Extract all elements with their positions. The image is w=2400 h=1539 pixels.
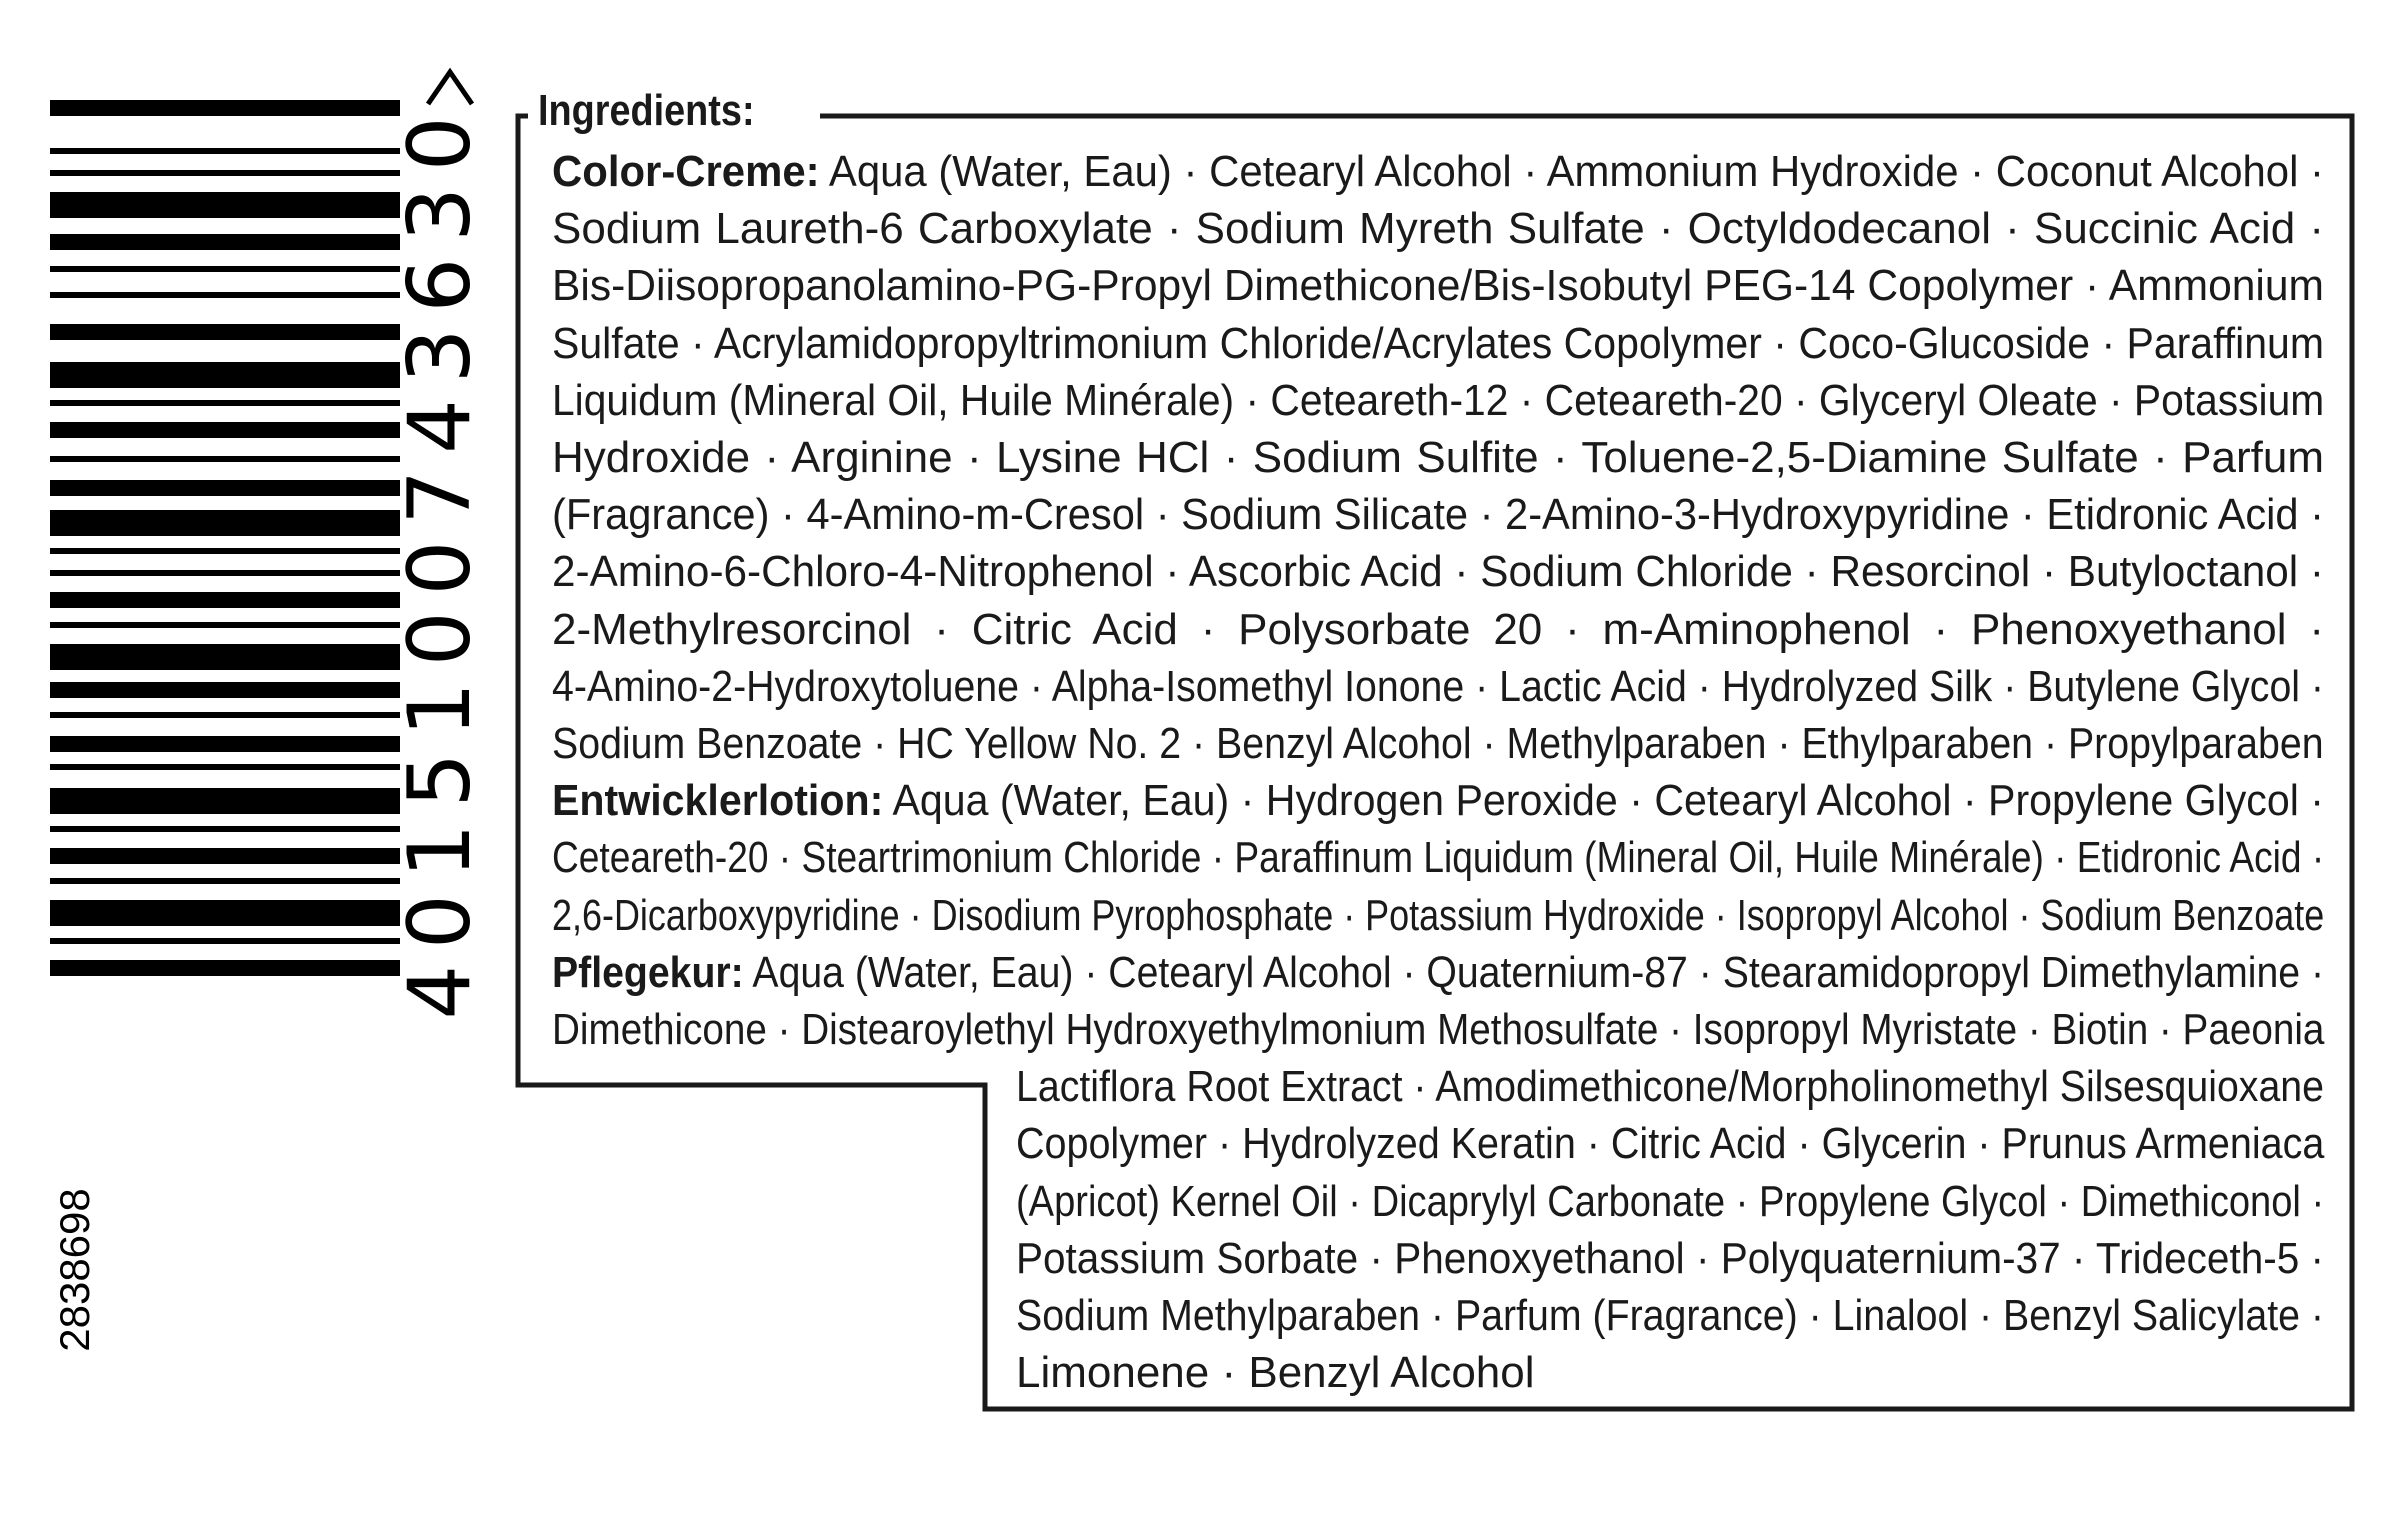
ingredient-text: Copolymer · Hydrolyzed Keratin · Citric Acid · Glycerin · Prunus Armeniaca <box>1016 1119 2325 1169</box>
ingredient-text: (Apricot) Kernel Oil · Dicaprylyl Carbonate · Propylene Glycol · Dimethiconol · <box>1016 1176 2325 1226</box>
ingredient-text: 2-Amino-6-Chloro-4-Nitrophenol · Ascorbic Acid · Sodium Chloride · Resorcinol · Butyloctanol · <box>552 547 2324 597</box>
ingredient-text: Lactiflora Root Extract · Amodimethicone/Morpholinomethyl Silsesquioxane <box>1016 1062 2324 1112</box>
ingredient-line <box>552 944 2324 1001</box>
ingredient-line <box>552 772 2324 829</box>
ingredient-line-text <box>552 891 2324 940</box>
ingredient-line-text <box>1016 1062 2324 1111</box>
section-label: Entwicklerlotion: <box>552 776 884 826</box>
ingredient-line <box>1016 1058 2324 1115</box>
ingredient-text: Hydroxide · Arginine · Lysine HCl · Sodium Sulfite · Toluene-2,5-Diamine Sulfate · Parfum <box>552 433 2324 482</box>
ingredient-text: Aqua (Water, Eau) · Cetearyl Alcohol · Ammonium Hydroxide · Coconut Alcohol · <box>819 147 2324 196</box>
ingredient-line-text <box>552 433 2324 482</box>
ingredient-line <box>552 1001 2324 1058</box>
ingredient-text: Bis-Diisopropanolamino-PG-Propyl Dimethicone/Bis-Isobutyl PEG-14 Copolymer · Ammonium <box>552 261 2324 311</box>
ingredient-line-text <box>552 490 2324 539</box>
ingredient-line <box>552 143 2324 200</box>
ingredient-line <box>1016 1115 2324 1172</box>
ingredient-line-text <box>552 147 2324 196</box>
article-number: 2838698 <box>51 1188 98 1352</box>
ingredient-text: Sulfate · Acrylamidopropyltrimonium Chloride/Acrylates Copolymer · Coco-Glucoside · Paraffinum <box>552 318 2324 368</box>
ingredient-line-text <box>1016 1234 2324 1283</box>
ingredient-line-text <box>552 776 2324 825</box>
ingredient-line-text <box>1016 1119 2324 1168</box>
ingredient-line-text <box>552 376 2324 425</box>
ingredient-line-text <box>1016 1348 1535 1397</box>
ingredient-line <box>1016 1230 2324 1287</box>
ingredient-text: Sodium Methylparaben · Parfum (Fragrance) · Linalool · Benzyl Salicylate · <box>1016 1291 2324 1340</box>
ingredient-text: Liquidum (Mineral Oil, Huile Minérale) · Ceteareth-12 · Ceteareth-20 · Glyceryl Oleate · Potassium <box>552 375 2325 425</box>
ingredient-line <box>1016 1173 2324 1230</box>
ingredient-text: 4-Amino-2-Hydroxytoluene · Alpha-Isomethyl Ionone · Lactic Acid · Hydrolyzed Silk · Butylene Glycol · <box>552 661 2324 711</box>
ingredient-line <box>552 829 2324 886</box>
ingredient-text: Sodium Laureth-6 Carboxylate · Sodium Myreth Sulfate · Octyldodecanol · Succinic Acid · <box>552 204 2324 254</box>
ingredient-text: 2,6-Dicarboxypyridine · Disodium Pyrophosphate · Potassium Hydroxide · Isopropyl Alcohol · Sodium Benzoate <box>552 890 2325 940</box>
ingredient-line-text <box>552 662 2324 711</box>
ingredient-line-text <box>552 719 2324 768</box>
ingredient-text: 2-Methylresorcinol · Citric Acid · Polysorbate 20 · m-Aminophenol · Phenoxyethanol · <box>552 604 2324 654</box>
ingredient-line <box>552 257 2324 314</box>
ingredient-text: Sodium Benzoate · HC Yellow No. 2 · Benzyl Alcohol · Methylparaben · Ethylparaben · Propylparaben <box>552 719 2324 768</box>
ingredient-line <box>552 543 2324 600</box>
ingredient-text: (Fragrance) · 4-Amino-m-Cresol · Sodium Silicate · 2-Amino-3-Hydroxypyridine · Etidronic Acid · <box>552 490 2324 540</box>
ingredient-line <box>552 887 2324 944</box>
ingredient-line-text <box>552 319 2324 368</box>
ingredient-line <box>552 315 2324 372</box>
barcode-number: 4015100743630 <box>390 100 490 1020</box>
ingredient-text: Dimethicone · Distearoylethyl Hydroxyethylmonium Methosulfate · Isopropyl Myristate · Biotin · Paeonia <box>552 1005 2325 1054</box>
ingredient-line <box>1016 1344 2324 1401</box>
ingredient-line-text <box>552 547 2324 596</box>
ingredient-line <box>552 200 2324 257</box>
ingredient-line-text <box>552 1005 2324 1054</box>
ingredient-line-text <box>1016 1177 2324 1226</box>
ingredient-line-text <box>1016 1291 2324 1340</box>
ingredient-text: Ceteareth-20 · Steartrimonium Chloride · Paraffinum Liquidum (Mineral Oil, Huile Minérale) · Etidronic Acid · <box>552 833 2325 883</box>
ingredient-line-text <box>552 204 2324 253</box>
ingredient-text: Aqua (Water, Eau) · Cetearyl Alcohol · Quaternium-87 · Stearamidopropyl Dimethylamine · <box>743 947 2325 997</box>
section-label: Pflegekur: <box>552 947 744 997</box>
ingredient-text: Limonene · Benzyl Alcohol <box>1016 1348 1535 1398</box>
ingredient-line-text <box>552 833 2324 882</box>
ingredient-line <box>552 429 2324 486</box>
ingredient-text: Aqua (Water, Eau) · Hydrogen Peroxide · Cetearyl Alcohol · Propylene Glycol · <box>883 776 2324 826</box>
ingredient-text: Potassium Sorbate · Phenoxyethanol · Polyquaternium-37 · Trideceth-5 · <box>1016 1233 2324 1283</box>
ingredient-line-text <box>552 605 2324 654</box>
ingredients-heading: Ingredients: <box>538 84 760 138</box>
ingredient-line <box>552 601 2324 658</box>
ingredient-line <box>552 715 2324 772</box>
ingredient-line-text <box>552 261 2324 310</box>
section-label: Color-Creme: <box>552 147 820 196</box>
ingredient-line-text <box>552 948 2324 997</box>
ingredient-line <box>552 372 2324 429</box>
ingredient-line <box>552 658 2324 715</box>
ingredient-line <box>552 486 2324 543</box>
ingredient-line <box>1016 1287 2324 1344</box>
